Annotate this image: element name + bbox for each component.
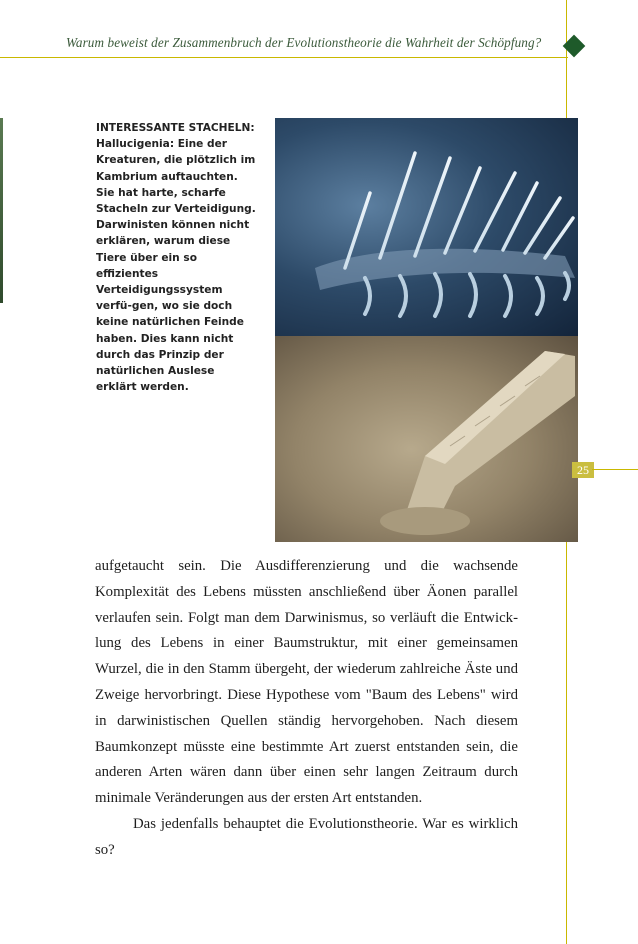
running-header: Warum beweist der Zusammenbruch der Evolutionstheorie die Wahrheit der Schöpfung?: [66, 35, 542, 50]
image-caption: [96, 120, 256, 395]
body-paragraph: aufgetaucht sein. Die Ausdifferenzierung und die wachsende Komplexität des Lebens müssten anschließend über Äonen parallel verlaufen sein. Folgt man dem Darwinismus, so verläuft die Entwick-lung des Lebens in einer Baumstruktur, mit einer gemeinsamen Wurzel, die in den Stamm übergeht, der wiederum zahlreiche Äste und Zweige hervorbringt. Diese Hypothese vom "Baum des Lebens" wird in darwinistischen Quellen ständig hervorgehoben. Nach diesem Baumkonzept müsste eine bestimmte Art zuerst entstanden sein, die anderen Arten wären dann über einen sehr langen Zeitraum durch minimale Veränderungen aus der ersten Art entstanden.: [95, 558, 518, 807]
left-edge-image-strip: [0, 118, 3, 303]
fossil-illustration: [275, 118, 578, 337]
page-number-rule: [592, 469, 638, 470]
hallucigenia-fossil-photo: [275, 118, 578, 337]
caption-text: Hallucigenia: Eine der Kreaturen, die plötzlich im Kambrium auftauchten. Sie hat harte, scharfe Stacheln zur Verteidigung. Darwinisten können nicht erklären, warum diese Tiere über ein so effizientes Verteidigungssystem verfü-gen, wo sie doch keine natürlichen Feinde haben. Dies kann nicht durch das Prinzip der natürlichen Auslese erklärt werden.: [96, 138, 256, 394]
page-number: 25: [572, 462, 594, 478]
header-rule: [0, 57, 568, 58]
spine-illustration: [275, 336, 578, 542]
body-paragraph: Das jedenfalls behauptet die Evolutionstheorie. War es wirklich so?: [95, 815, 518, 858]
body-text: [95, 554, 518, 864]
caption-title: INTERESSANTE STACHELN:: [96, 122, 255, 134]
spine-closeup-photo: [275, 336, 578, 542]
